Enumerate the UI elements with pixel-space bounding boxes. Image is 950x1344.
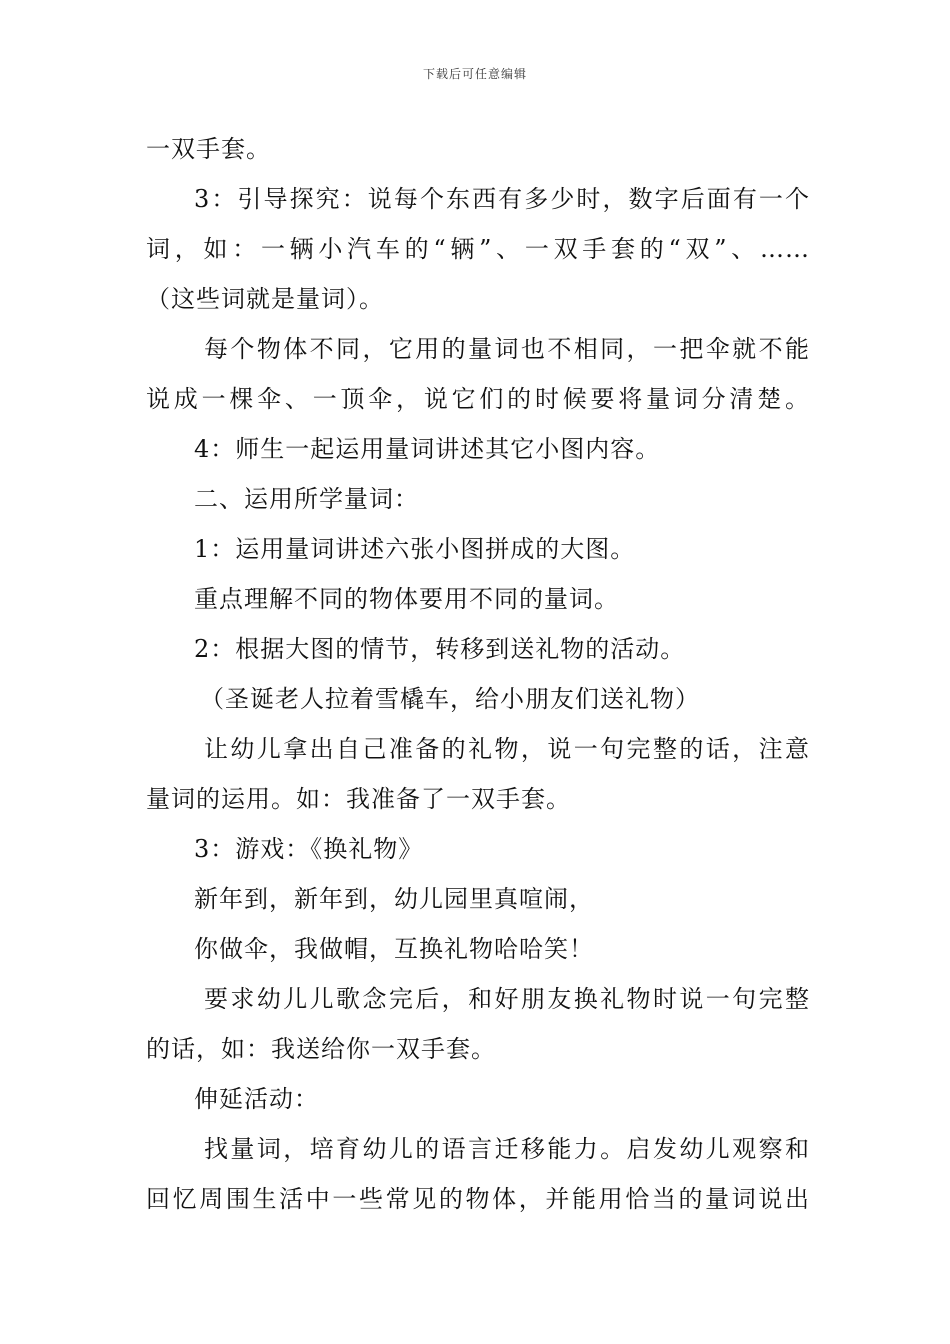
section-heading: 二、运用所学量词：: [194, 485, 419, 513]
text-line: 2：根据大图的情节，转移到送礼物的活动。: [194, 635, 686, 663]
section-heading: 伸延活动：: [194, 1085, 319, 1113]
text-line: 每个物体不同，它用的量词也不相同，一把伞就不能: [204, 335, 810, 363]
text-line: 3：游戏：《换礼物》: [194, 835, 424, 863]
rhyme-line: 你做伞，我做帽，互换礼物哈哈笑！: [194, 935, 594, 963]
text-line: 量词的运用。如：我准备了一双手套。: [146, 785, 571, 813]
text-line: 一双手套。: [146, 135, 271, 163]
rhyme-line: 新年到，新年到，幼儿园里真喧闹，: [194, 885, 594, 913]
text-line: 重点理解不同的物体要用不同的量词。: [194, 585, 619, 613]
text-line: 的话，如：我送给你一双手套。: [146, 1035, 496, 1063]
text-line: 要求幼儿儿歌念完后，和好朋友换礼物时说一句完整: [204, 985, 810, 1013]
text-line: 3：引导探究：说每个东西有多少时，数字后面有一个: [194, 185, 810, 213]
text-line: 找量词，培育幼儿的语言迁移能力。启发幼儿观察和: [204, 1135, 810, 1163]
page-header: 下载后可任意编辑: [422, 67, 527, 81]
text-line: 回忆周围生活中一些常见的物体，并能用恰当的量词说出: [146, 1185, 810, 1213]
text-line: 词，如：一辆小汽车的“辆”、一双手套的“双”、……: [146, 235, 810, 263]
text-line: 说成一棵伞、一顶伞，说它们的时候要将量词分清楚。: [146, 385, 810, 413]
text-line: （圣诞老人拉着雪橇车，给小朋友们送礼物）: [200, 685, 700, 713]
document-body: [146, 124, 810, 1224]
text-line: 4：师生一起运用量词讲述其它小图内容。: [194, 435, 661, 463]
text-line: 让幼儿拿出自己准备的礼物，说一句完整的话，注意: [204, 735, 810, 763]
text-line: （这些词就是量词）。: [146, 285, 384, 313]
text-line: 1：运用量词讲述六张小图拼成的大图。: [194, 535, 636, 563]
